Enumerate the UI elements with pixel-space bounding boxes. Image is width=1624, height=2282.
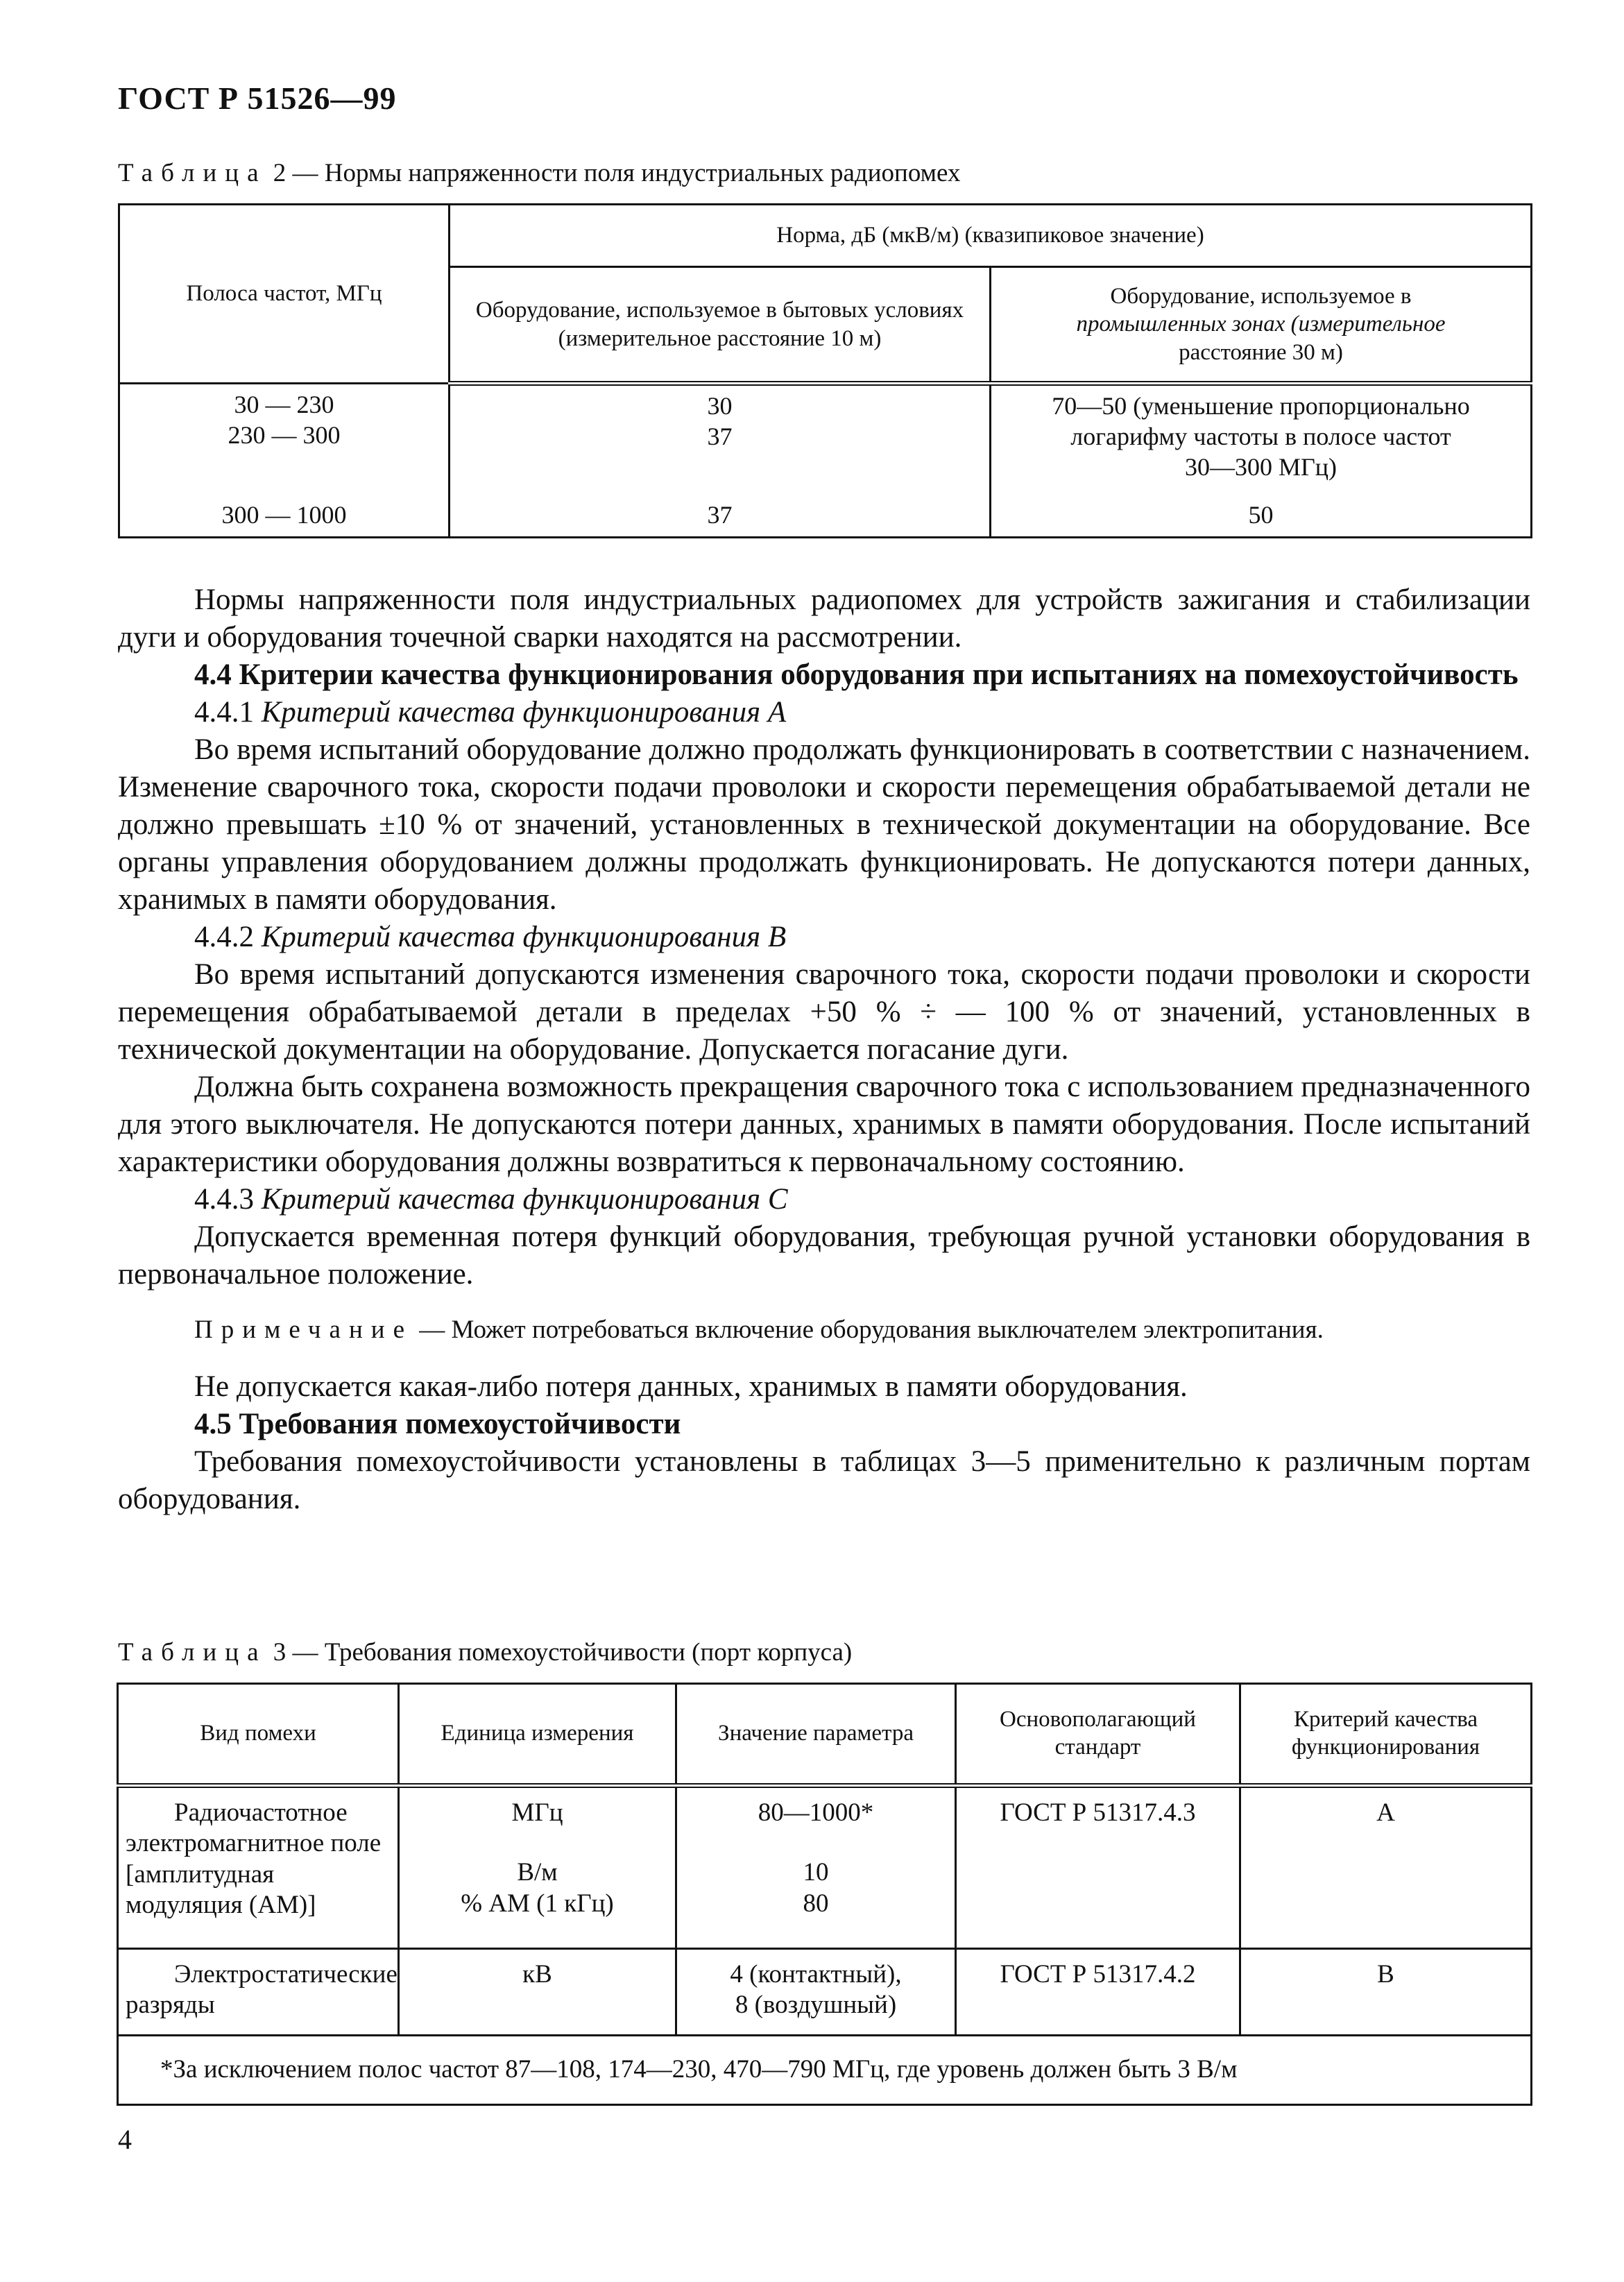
table2-cell-household: 30 37 (450, 384, 991, 495)
section-heading-4-5: 4.5 Требования помехоустойчивости (194, 1408, 681, 1440)
table2-caption (118, 158, 960, 188)
table2-header-norm: Норма, дБ (мкВ/м) (квазипиковое значение) (450, 205, 1532, 267)
table3-cell-criterion: А (1240, 1786, 1532, 1949)
table2-header-household: Оборудование, используемое в бытовых условиях (измерительное расстояние 10 м) (450, 267, 991, 384)
table3-cell-unit: МГц В/м % АМ (1 кГц) (399, 1786, 676, 1949)
table2-cell-frequency: 300 — 1000 (119, 495, 450, 538)
table3-footnote: *За исключением полос частот 87—108, 174—230, 470—790 МГц, где уровень должен быть 3 В/м (118, 2036, 1532, 2105)
paragraph: Допускается временная потеря функций оборудования, требующая ручной установки оборудования в первоначальное положение. (118, 1220, 1530, 1291)
table2-header-frequency: Полоса частот, МГц (119, 205, 450, 384)
table2-caption-label: Таблица (118, 159, 267, 187)
table2-header-industrial: Оборудование, используемое в промышленных зонах (измерительное расстояние 30 м) (991, 267, 1532, 384)
subsection-heading-4-4-1: 4.4.1 Критерий качества функционирования А (194, 696, 787, 729)
table-row (119, 495, 1532, 538)
table3-cell-value: 4 (контактный), 8 (воздушный) (676, 1949, 956, 2036)
table2-cell-frequency: 30 — 230 230 — 300 (119, 384, 450, 495)
table-row (118, 1786, 1532, 1949)
table2-caption-title: 2 — Нормы напряженности поля индустриальных радиопомех (266, 159, 961, 187)
table-row (119, 384, 1532, 495)
note: Примечание — Может потребоваться включение оборудования выключателем электропитания. (194, 1315, 1324, 1344)
document-code: ГОСТ Р 51526—99 (118, 80, 397, 116)
table3-cell-type: Радиочастотное электромагнитное поле [амплитудная модуляция (АМ)] (118, 1786, 399, 1949)
table3-header-standard: Основополагающий стандарт (956, 1684, 1240, 1786)
table2-cell-industrial: 50 (991, 495, 1532, 538)
subsection-heading-4-4-2: 4.4.2 Критерий качества функционирования В (194, 921, 787, 953)
table3-cell-unit: кВ (399, 1949, 676, 2036)
paragraph: Требования помехоустойчивости установлены в таблицах 3—5 применительно к различным портам оборудования. (118, 1445, 1530, 1515)
table2-cell-industrial: 70—50 (уменьшение пропорционально логарифму частоты в полосе частот 30—300 МГц) (991, 384, 1532, 495)
table3-caption-label: Таблица (118, 1638, 267, 1667)
paragraph: Должна быть сохранена возможность прекращения сварочного тока с использованием предназначенного для этого выключателя. Не допускаются потери данных, хранимых в памяти оборудования. После испытаний характеристики оборудования должны возвратиться к первоначальному состоянию. (118, 1071, 1530, 1178)
table3-cell-criterion: В (1240, 1949, 1532, 2036)
table3-header-criterion: Критерий качества функционирования (1240, 1684, 1532, 1786)
paragraph: Не допускается какая-либо потеря данных, хранимых в памяти оборудования. (194, 1370, 1188, 1403)
table-immunity-requirements (117, 1683, 1532, 2106)
paragraph: Нормы напряженности поля индустриальных радиопомех для устройств зажигания и стабилизации дуги и оборудования точечной сварки находятся на рассмотрении. (118, 584, 1530, 654)
table3-caption (118, 1637, 852, 1667)
paragraph: Во время испытаний допускаются изменения сварочного тока, скорости подачи проволоки и скорости перемещения обрабатываемой детали в пределах +50 % ÷ — 100 % от значений, установленных в технической документации на оборудование. Допускается погасание дуги. (118, 958, 1530, 1066)
table3-header-unit: Единица измерения (399, 1684, 676, 1786)
subsection-heading-4-4-3: 4.4.3 Критерий качества функционирования С (194, 1183, 788, 1216)
table3-cell-type: Электростатические разряды (118, 1949, 399, 2036)
table-row (118, 1949, 1532, 2036)
paragraph: Во время испытаний оборудование должно продолжать функционировать в соответствии с назначением. Изменение сварочного тока, скорости подачи проволоки и скорости перемещения обрабатываемой детали не должно превышать ±10 % от значений, установленных в технической документации на оборудование. Все органы управления оборудованием должны продолжать функционировать. Не допускаются потери данных, хранимых в памяти оборудования. (118, 733, 1530, 916)
body-text (118, 581, 1530, 1518)
table3-header-type: Вид помехи (118, 1684, 399, 1786)
table3-cell-standard: ГОСТ Р 51317.4.2 (956, 1949, 1240, 2036)
table3-caption-title: 3 — Требования помехоустойчивости (порт корпуса) (266, 1638, 853, 1667)
table-footnote-row (118, 2036, 1532, 2105)
section-heading-4-4: 4.4 Критерии качества функционирования оборудования при испытаниях на помехоустойчивость (194, 658, 1519, 691)
table2-cell-household: 37 (450, 495, 991, 538)
table-field-norms (118, 203, 1532, 538)
table3-header-value: Значение параметра (676, 1684, 956, 1786)
table3-cell-standard: ГОСТ Р 51317.4.3 (956, 1786, 1240, 1949)
table3-cell-value: 80—1000* 10 80 (676, 1786, 956, 1949)
page-number: 4 (118, 2124, 132, 2155)
